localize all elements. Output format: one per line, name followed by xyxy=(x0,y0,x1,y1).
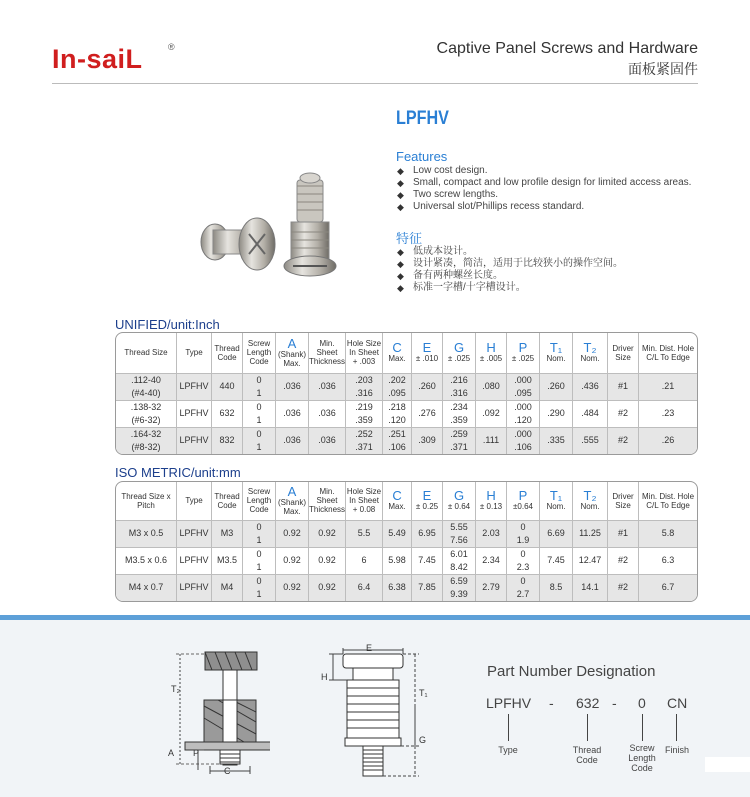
cell: .036 xyxy=(309,400,346,427)
table-row xyxy=(116,373,697,400)
cell: .371 xyxy=(355,441,373,452)
cell: 6.59 xyxy=(450,575,468,586)
feature-item: ◆ Low cost design. xyxy=(397,165,697,177)
cell: 5.98 xyxy=(383,547,412,574)
col-t1-sub: Nom. xyxy=(546,354,566,364)
col-p xyxy=(507,482,540,520)
dim-label-t2: T₂ xyxy=(171,684,180,694)
table-row xyxy=(116,574,697,601)
cell: #2 xyxy=(608,574,639,601)
col-screw-length: Screw Length Code xyxy=(243,333,276,373)
cell: .335 xyxy=(540,427,573,454)
table-row xyxy=(116,427,697,454)
cell: 0.92 xyxy=(276,520,309,547)
col-p-symbol: P xyxy=(518,340,528,356)
cell: #2 xyxy=(608,427,639,454)
cell: 0.92 xyxy=(276,574,309,601)
col-e xyxy=(412,482,443,520)
pn-finish: CN xyxy=(667,695,688,711)
cell: 1 xyxy=(256,387,262,398)
dim-label-h: H xyxy=(321,672,328,682)
col-a-symbol: A xyxy=(287,483,297,499)
col-type: Type xyxy=(177,333,212,373)
cell: .276 xyxy=(412,400,443,427)
cell: 6.3 xyxy=(639,547,697,574)
col-g-sub: ± .025 xyxy=(447,354,471,364)
col-e-sub: ± .010 xyxy=(415,354,439,364)
cell: .290 xyxy=(540,400,573,427)
col-a-symbol: A xyxy=(287,335,297,351)
cell: .000 xyxy=(514,401,532,412)
col-h xyxy=(476,482,507,520)
col-e-symbol: E xyxy=(422,488,432,504)
dim-label-c: C xyxy=(224,766,231,776)
col-g xyxy=(443,482,476,520)
col-type: Type xyxy=(177,482,212,520)
cell: .251 xyxy=(388,428,406,439)
cell: 0 xyxy=(520,548,526,559)
cell: #1 xyxy=(608,520,639,547)
table-row xyxy=(116,547,697,574)
feature-item: ◆ 设计紧凑，简洁，适用于比较狭小的操作空间。 xyxy=(397,258,697,270)
cell: 6 xyxy=(346,547,383,574)
cell: 632 xyxy=(212,400,243,427)
col-a xyxy=(276,482,309,520)
cell: 2.03 xyxy=(476,520,507,547)
col-a-sub: (Shank) Max. xyxy=(277,349,306,368)
col-g-symbol: G xyxy=(453,340,465,356)
cell: .202 xyxy=(388,374,406,385)
cell: .21 xyxy=(639,373,697,400)
cell: (#8-32) xyxy=(131,441,161,452)
col-dist: Min. Dist. Hole C/L To Edge xyxy=(639,482,697,520)
cell: .219 xyxy=(355,401,373,412)
col-driver: Driver Size xyxy=(608,333,639,373)
col-c-sub: Max. xyxy=(388,502,406,512)
cell: 0 xyxy=(256,401,262,412)
cell: .252 xyxy=(355,428,373,439)
header-title-en: Captive Panel Screws and Hardware xyxy=(436,40,698,57)
cell: .23 xyxy=(639,400,697,427)
col-h-symbol: H xyxy=(486,488,496,504)
col-t2-sub: Nom. xyxy=(580,502,600,512)
feature-item: ◆ Two screw lengths. xyxy=(397,189,697,201)
col-h-sub: ± .005 xyxy=(479,354,503,364)
pn-leader xyxy=(508,714,509,741)
cell: #2 xyxy=(608,400,639,427)
cell: 832 xyxy=(212,427,243,454)
cell: .218 xyxy=(388,401,406,412)
cell: .260 xyxy=(412,373,443,400)
feature-item: ◆ Small, compact and low profile design for limited access areas. xyxy=(397,177,697,189)
cell: .260 xyxy=(540,373,573,400)
col-t2-symbol: T₂ xyxy=(583,340,597,356)
dim-label-g: G xyxy=(419,735,427,745)
cell: 5.8 xyxy=(639,520,697,547)
cell: .216 xyxy=(450,374,468,385)
cell: 1 xyxy=(256,561,262,572)
cell: 0.92 xyxy=(309,574,346,601)
registered-mark: ® xyxy=(168,42,175,52)
cell: 0.92 xyxy=(276,547,309,574)
cell: 2.7 xyxy=(516,588,530,599)
pn-type: LPFHV xyxy=(486,695,532,711)
header-divider xyxy=(52,83,698,84)
pn-label-length: Screw Length Code xyxy=(628,743,656,773)
cell: #2 xyxy=(608,547,639,574)
cell: 6.95 xyxy=(412,520,443,547)
metric-table xyxy=(115,481,698,602)
cell: 1.9 xyxy=(516,534,530,545)
cell: .036 xyxy=(276,427,309,454)
cell: 0.92 xyxy=(309,547,346,574)
table-row xyxy=(116,520,697,547)
metric-table-title: ISO METRIC/unit:mm xyxy=(115,465,241,480)
dim-label-e: E xyxy=(366,643,373,653)
col-t2 xyxy=(573,482,608,520)
col-g-symbol: G xyxy=(453,488,465,504)
col-e xyxy=(412,333,443,373)
cell: .036 xyxy=(276,373,309,400)
pn-leader xyxy=(587,714,588,741)
cell: LPFHV xyxy=(177,427,212,454)
col-p-sub: ± .025 xyxy=(511,354,535,364)
cell: .359 xyxy=(450,414,468,425)
col-hole xyxy=(346,333,383,373)
col-thread-size: Thread Size xyxy=(116,333,177,373)
cell: M3.5 x 0.6 xyxy=(116,547,177,574)
feature-item: ◆ 标准一字槽/十字槽设计。 xyxy=(397,282,697,294)
cell: 7.56 xyxy=(450,534,468,545)
col-t2-sub: Nom. xyxy=(580,354,600,364)
col-thread-size: Thread Size x Pitch xyxy=(116,482,177,520)
cell: 0 xyxy=(256,548,262,559)
cell: .111 xyxy=(476,427,507,454)
cell: 0.92 xyxy=(309,520,346,547)
cell: 8.42 xyxy=(450,561,468,572)
cell: 1 xyxy=(256,441,262,452)
cell: 0 xyxy=(256,374,262,385)
col-dist: Min. Dist. Hole C/L To Edge xyxy=(639,333,697,373)
cell: 2.79 xyxy=(476,574,507,601)
cell: M4 x 0.7 xyxy=(116,574,177,601)
brand-logo: In-saiL xyxy=(52,44,143,74)
cell: 5.55 xyxy=(450,521,468,532)
cell: .000 xyxy=(514,374,532,385)
pn-dash: - xyxy=(549,695,554,711)
feature-item: ◆ 低成本设计。 xyxy=(397,246,697,258)
cell: 2.34 xyxy=(476,547,507,574)
cell: .092 xyxy=(476,400,507,427)
cell: .095 xyxy=(514,387,532,398)
cell: 0 xyxy=(520,521,526,532)
col-t2-symbol: T₂ xyxy=(583,488,597,504)
col-p-symbol: P xyxy=(518,488,528,504)
col-t1-symbol: T₁ xyxy=(549,340,563,356)
dim-label-a: A xyxy=(168,748,175,758)
feature-item: ◆ 备有两种螺丝长度。 xyxy=(397,270,697,282)
unified-table-title: UNIFIED/unit:Inch xyxy=(115,317,220,332)
col-a xyxy=(276,333,309,373)
cell: .259 xyxy=(450,428,468,439)
col-t1-symbol: T₁ xyxy=(549,488,563,504)
col-driver: Driver Size xyxy=(608,482,639,520)
product-model: LPFHV xyxy=(396,108,449,129)
cell: 6.7 xyxy=(639,574,697,601)
cell: M3.5 xyxy=(212,547,243,574)
features-title-zh: 特征 xyxy=(396,231,423,246)
cell: .106 xyxy=(388,441,406,452)
col-hole xyxy=(346,482,383,520)
cell: .000 xyxy=(514,428,532,439)
cell: 1 xyxy=(256,534,262,545)
cell: .080 xyxy=(476,373,507,400)
cell: 6.01 xyxy=(450,548,468,559)
header-title-zh: 面板紧固件 xyxy=(628,61,698,77)
cell: 0 xyxy=(256,575,262,586)
pn-leader xyxy=(676,714,677,741)
cell: 6.69 xyxy=(540,520,573,547)
col-thread-code: Thread Code xyxy=(212,333,243,373)
cell: .316 xyxy=(355,387,373,398)
pn-label-type: Type xyxy=(498,745,518,755)
cell: 7.45 xyxy=(540,547,573,574)
cell: .036 xyxy=(276,400,309,427)
col-t1 xyxy=(540,482,573,520)
col-hole-tol: + 0.08 xyxy=(352,505,376,515)
cell: .120 xyxy=(514,414,532,425)
cell: 12.47 xyxy=(573,547,608,574)
pn-label-thread: Thread Code xyxy=(572,745,602,765)
side-view-drawing xyxy=(315,640,435,785)
col-c-symbol: C xyxy=(392,340,402,356)
col-c xyxy=(383,333,412,373)
cell: M4 xyxy=(212,574,243,601)
col-c-symbol: C xyxy=(392,488,402,504)
cell: 6.38 xyxy=(383,574,412,601)
table-row xyxy=(116,400,697,427)
cell: .036 xyxy=(309,427,346,454)
col-h xyxy=(476,333,507,373)
cell: 7.45 xyxy=(412,547,443,574)
cell: .164-32 xyxy=(130,428,162,439)
col-p xyxy=(507,333,540,373)
corner-patch xyxy=(705,757,750,772)
cell: #1 xyxy=(608,373,639,400)
col-h-symbol: H xyxy=(486,340,496,356)
cell: .120 xyxy=(388,414,406,425)
cell: M3 x 0.5 xyxy=(116,520,177,547)
col-h-sub: ± 0.13 xyxy=(479,502,503,512)
col-e-sub: ± 0.25 xyxy=(415,502,439,512)
col-a-sub: (Shank) Max. xyxy=(277,497,306,516)
cell: .555 xyxy=(573,427,608,454)
cell: 9.39 xyxy=(450,588,468,599)
cell: 5.49 xyxy=(383,520,412,547)
pn-thread: 632 xyxy=(576,695,600,711)
cell: LPFHV xyxy=(177,520,212,547)
cell: .371 xyxy=(450,441,468,452)
unified-table xyxy=(115,332,698,455)
cross-section-drawing xyxy=(160,640,270,785)
cell: 440 xyxy=(212,373,243,400)
cell: .095 xyxy=(388,387,406,398)
cell: .203 xyxy=(355,374,373,385)
cell: 5.5 xyxy=(346,520,383,547)
cell: .316 xyxy=(450,387,468,398)
col-hole-tol: + .003 xyxy=(352,357,376,367)
cell: 0 xyxy=(256,428,262,439)
col-sheet: Min. Sheet Thickness xyxy=(309,333,346,373)
features-list-zh xyxy=(397,246,697,294)
cell: LPFHV xyxy=(177,574,212,601)
dim-label-p: P xyxy=(193,748,200,758)
cell: LPFHV xyxy=(177,400,212,427)
cell: M3 xyxy=(212,520,243,547)
cell: (#6-32) xyxy=(131,414,161,425)
part-number-title: Part Number Designation xyxy=(487,663,656,680)
product-photo xyxy=(185,172,355,282)
col-sheet: Min. Sheet Thickness xyxy=(309,482,346,520)
cell: 2.3 xyxy=(516,561,530,572)
pn-dash: - xyxy=(612,695,617,711)
cell: LPFHV xyxy=(177,373,212,400)
cell: 11.25 xyxy=(573,520,608,547)
cell: 1 xyxy=(256,588,262,599)
col-hole-label: Hole Size In Sheet xyxy=(346,487,382,506)
col-g-sub: ± 0.64 xyxy=(447,502,471,512)
pn-label-finish: Finish xyxy=(664,745,689,755)
cell: 14.1 xyxy=(573,574,608,601)
col-screw-length: Screw Length Code xyxy=(243,482,276,520)
col-c xyxy=(383,482,412,520)
cell: LPFHV xyxy=(177,547,212,574)
feature-item: ◆ Universal slot/Phillips recess standard. xyxy=(397,201,697,213)
col-c-sub: Max. xyxy=(388,354,406,364)
cell: .359 xyxy=(355,414,373,425)
cell: .234 xyxy=(450,401,468,412)
cell: .484 xyxy=(573,400,608,427)
cell: 6.4 xyxy=(346,574,383,601)
cell: 0 xyxy=(256,521,262,532)
cell: .112-40 xyxy=(131,374,161,385)
cell: .106 xyxy=(514,441,532,452)
col-thread-code: Thread Code xyxy=(212,482,243,520)
cell: 7.85 xyxy=(412,574,443,601)
cell: 1 xyxy=(256,414,262,425)
col-t1-sub: Nom. xyxy=(546,502,566,512)
cell: (#4-40) xyxy=(131,387,161,398)
col-e-symbol: E xyxy=(422,340,432,356)
col-hole-label: Hole Size In Sheet xyxy=(346,339,382,358)
col-g xyxy=(443,333,476,373)
cell: .138-32 xyxy=(130,401,162,412)
col-t2 xyxy=(573,333,608,373)
pn-length: 0 xyxy=(638,695,646,711)
features-list-en xyxy=(397,165,697,213)
cell: .036 xyxy=(309,373,346,400)
cell: 0 xyxy=(520,575,526,586)
features-title-en: Features xyxy=(396,149,448,164)
pn-leader xyxy=(642,714,643,741)
cell: .26 xyxy=(639,427,697,454)
cell: 8.5 xyxy=(540,574,573,601)
col-p-sub: ±0.64 xyxy=(513,502,533,512)
col-t1 xyxy=(540,333,573,373)
dim-label-t1: T₁ xyxy=(419,688,428,698)
cell: .436 xyxy=(573,373,608,400)
cell: .309 xyxy=(412,427,443,454)
